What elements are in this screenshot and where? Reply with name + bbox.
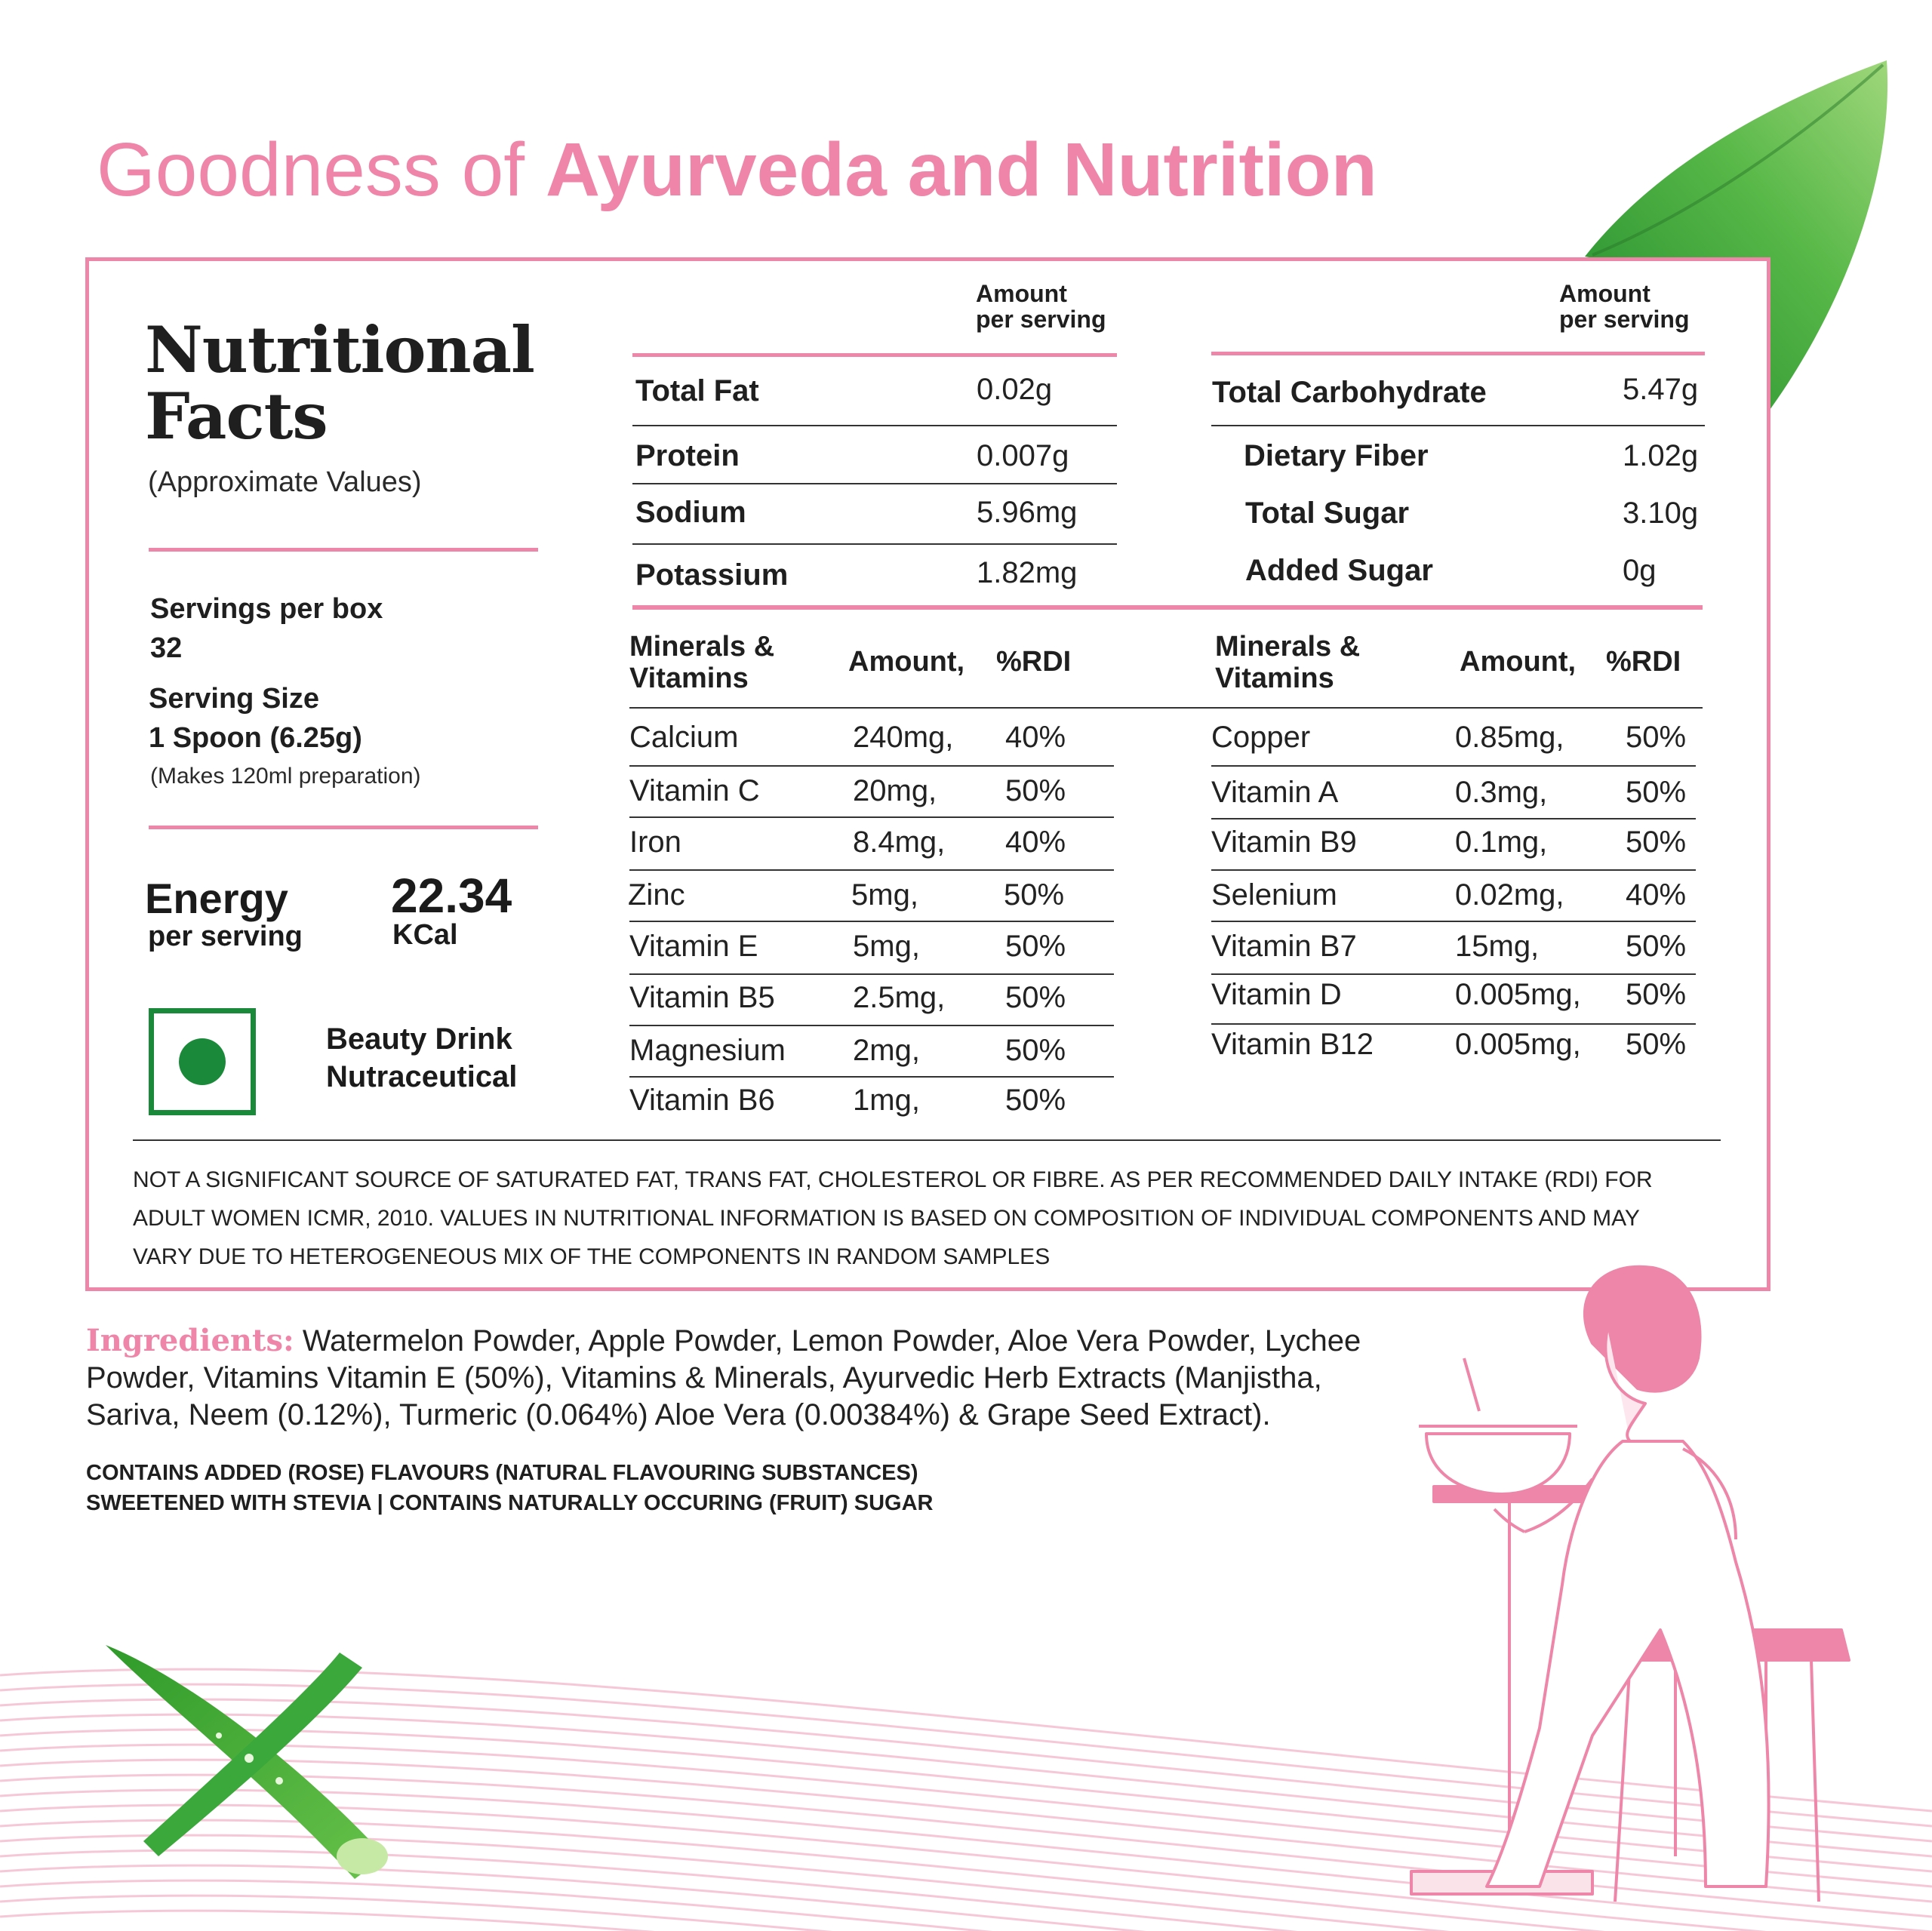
row-line <box>1211 921 1696 922</box>
mineral-name: Copper <box>1211 721 1311 754</box>
veg-symbol-icon <box>149 1008 256 1115</box>
mineral-rdi: 40% <box>1005 826 1066 859</box>
product-type <box>326 1020 517 1096</box>
energy-label: Energy <box>145 875 288 922</box>
mineral-amount: 2mg, <box>853 1034 920 1067</box>
row-line <box>632 425 1117 426</box>
header-line <box>629 707 1703 709</box>
macro-name: Total Sugar <box>1245 497 1410 530</box>
macro-value: 0.02g <box>977 373 1053 406</box>
woman-illustration-icon <box>1343 1238 1872 1917</box>
mineral-rdi: 40% <box>1005 721 1066 754</box>
macro-value: 1.02g <box>1623 439 1699 472</box>
serving-note: (Makes 120ml preparation) <box>150 764 421 789</box>
mineral-name: Zinc <box>628 878 685 912</box>
header-line-2: Vitamins <box>629 663 749 694</box>
macro-value: 1.82mg <box>977 556 1078 589</box>
macro-value: 0.007g <box>977 439 1069 472</box>
contains-line: CONTAINS ADDED (ROSE) FLAVOURS (NATURAL FLAVOURING SUBSTANCES) <box>86 1461 918 1485</box>
row-line <box>1211 973 1696 975</box>
macro-value: 5.47g <box>1623 373 1699 406</box>
row-line <box>632 543 1117 545</box>
title-line-2: Facts <box>145 379 328 454</box>
mineral-amount: 0.1mg, <box>1455 826 1548 859</box>
divider <box>149 826 538 829</box>
aloe-vera-icon <box>98 1630 415 1886</box>
macro-name: Added Sugar <box>1245 554 1433 587</box>
ingredients-text: Watermelon Powder, Apple Powder, Lemon Powder, Aloe Vera Powder, Lychee <box>294 1324 1361 1358</box>
mineral-rdi: 50% <box>1626 1028 1687 1061</box>
title-bold: Ayurveda and Nutrition <box>545 128 1377 212</box>
minerals-header-rdi: %RDI <box>996 646 1072 678</box>
serving-size-value: 1 Spoon (6.25g) <box>149 722 362 754</box>
energy-value: 22.34 <box>391 869 512 923</box>
row-line <box>629 973 1114 975</box>
minerals-header-amount: Amount, <box>1460 646 1577 678</box>
macro-name: Sodium <box>635 496 746 529</box>
ingredients <box>86 1322 1482 1434</box>
macro-name: Total Fat <box>635 374 759 407</box>
ingredients-text: Sariva, Neem (0.12%), Turmeric (0.064%) Aloe Vera (0.00384%) & Grape Seed Extract). <box>86 1398 1271 1431</box>
row-line <box>629 1025 1114 1026</box>
row-line <box>629 765 1114 767</box>
nutrition-facts-title <box>145 312 534 454</box>
mineral-rdi: 50% <box>1005 930 1066 963</box>
mineral-amount: 1mg, <box>853 1084 920 1117</box>
mineral-amount: 240mg, <box>853 721 954 754</box>
ingredients-title: Ingredients: <box>86 1323 294 1358</box>
energy-unit: KCal <box>392 919 458 951</box>
minerals-header-name <box>1215 631 1360 694</box>
serving-size-label: Serving Size <box>149 683 319 715</box>
header-line-1: Minerals & <box>1215 631 1361 663</box>
title-light: Goodness of <box>97 128 546 212</box>
macro-value: 3.10g <box>1623 497 1699 530</box>
servings-label: Servings per box <box>150 593 383 625</box>
mineral-rdi: 50% <box>1626 978 1687 1011</box>
header-line-1: Minerals & <box>629 631 775 663</box>
mineral-amount: 20mg, <box>853 774 937 807</box>
mineral-amount: 0.3mg, <box>1455 776 1548 809</box>
mineral-amount: 2.5mg, <box>853 981 946 1014</box>
mineral-amount: 0.02mg, <box>1455 878 1564 912</box>
macro-header-left <box>976 281 1106 332</box>
mineral-rdi: 50% <box>1005 1084 1066 1117</box>
minerals-header-amount: Amount, <box>848 646 965 678</box>
row-line <box>629 921 1114 922</box>
mineral-name: Selenium <box>1211 878 1337 912</box>
veg-dot-icon <box>179 1038 226 1085</box>
header-line-2: per serving <box>976 306 1106 333</box>
mineral-name: Vitamin D <box>1211 978 1342 1011</box>
footnote-divider <box>133 1139 1721 1141</box>
divider <box>1211 352 1705 355</box>
mineral-rdi: 50% <box>1626 721 1687 754</box>
mineral-name: Calcium <box>629 721 739 754</box>
mineral-name: Vitamin B6 <box>629 1084 775 1117</box>
mineral-amount: 0.005mg, <box>1455 978 1581 1011</box>
energy-sub: per serving <box>148 921 303 952</box>
mineral-rdi: 50% <box>1005 1034 1066 1067</box>
mineral-rdi: 40% <box>1626 878 1687 912</box>
row-line <box>1211 869 1696 871</box>
row-line <box>629 1076 1114 1078</box>
macro-name: Protein <box>635 439 740 472</box>
macro-value: 5.96mg <box>977 496 1078 529</box>
mineral-amount: 8.4mg, <box>853 826 946 859</box>
header-line-1: Amount <box>976 280 1067 307</box>
macro-name: Total Carbohydrate <box>1212 376 1487 409</box>
mineral-name: Iron <box>629 826 681 859</box>
mineral-name: Vitamin C <box>629 774 760 807</box>
mineral-name: Vitamin B12 <box>1211 1028 1374 1061</box>
header-line-2: per serving <box>1559 306 1690 333</box>
row-line <box>1211 818 1696 819</box>
minerals-header-rdi: %RDI <box>1606 646 1681 678</box>
footnote-line: VARY DUE TO HETEROGENEOUS MIX OF THE COMPONENTS IN RANDOM SAMPLES <box>133 1244 1051 1269</box>
mineral-rdi: 50% <box>1626 826 1687 859</box>
row-line <box>1211 1023 1696 1025</box>
footnote-line: NOT A SIGNIFICANT SOURCE OF SATURATED FAT, TRANS FAT, CHOLESTEROL OR FIBRE. AS PER RECOMMENDED DAILY INTAKE (RDI) FOR <box>133 1167 1653 1192</box>
approx-note: (Approximate Values) <box>148 466 422 498</box>
divider <box>632 353 1117 357</box>
mineral-rdi: 50% <box>1005 981 1066 1014</box>
row-line <box>632 483 1117 484</box>
title-line-1: Nutritional <box>145 312 534 387</box>
header-line-1: Amount <box>1559 280 1651 307</box>
mineral-name: Vitamin B7 <box>1211 930 1357 963</box>
header-line-2: Vitamins <box>1215 663 1334 694</box>
divider <box>149 548 538 552</box>
row-line <box>1211 425 1705 426</box>
mineral-amount: 0.85mg, <box>1455 721 1564 754</box>
mineral-name: Vitamin B9 <box>1211 826 1357 859</box>
mineral-amount: 5mg, <box>853 930 920 963</box>
mineral-amount: 0.005mg, <box>1455 1028 1581 1061</box>
mineral-amount: 5mg, <box>851 878 918 912</box>
mineral-rdi: 50% <box>1004 878 1065 912</box>
mineral-rdi: 50% <box>1005 774 1066 807</box>
section-divider <box>632 605 1703 610</box>
mineral-name: Magnesium <box>629 1034 786 1067</box>
footnote-line: ADULT WOMEN ICMR, 2010. VALUES IN NUTRITIONAL INFORMATION IS BASED ON COMPOSITION OF INDIVIDUAL COMPONENTS AND MAY <box>133 1206 1640 1231</box>
macro-name: Dietary Fiber <box>1244 439 1429 472</box>
product-type-line-1: Beauty Drink <box>326 1022 512 1056</box>
contains-note <box>86 1458 933 1518</box>
macro-name: Potassium <box>635 558 789 592</box>
row-line <box>629 869 1114 871</box>
page-title <box>97 121 1377 219</box>
mineral-name: Vitamin A <box>1211 776 1339 809</box>
macro-header-right <box>1559 281 1690 332</box>
minerals-header-name <box>629 631 774 694</box>
mineral-name: Vitamin E <box>629 930 758 963</box>
row-line <box>1211 765 1696 767</box>
macro-value: 0g <box>1623 554 1657 587</box>
product-type-line-2: Nutraceutical <box>326 1060 518 1093</box>
mineral-amount: 15mg, <box>1455 930 1540 963</box>
servings-value: 32 <box>150 632 183 664</box>
mineral-rdi: 50% <box>1626 776 1687 809</box>
ingredients-text: Powder, Vitamins Vitamin E (50%), Vitamins & Minerals, Ayurvedic Herb Extracts (Manjistha, <box>86 1361 1322 1394</box>
row-line <box>629 816 1114 818</box>
mineral-name: Vitamin B5 <box>629 981 775 1014</box>
contains-line: SWEETENED WITH STEVIA | CONTAINS NATURALLY OCCURING (FRUIT) SUGAR <box>86 1491 934 1515</box>
mineral-rdi: 50% <box>1626 930 1687 963</box>
